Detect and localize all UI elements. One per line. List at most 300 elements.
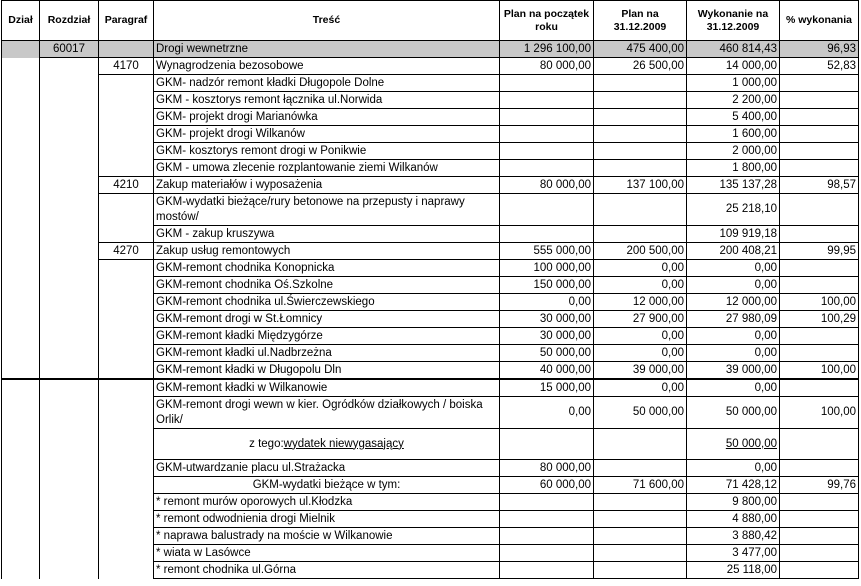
cell-paragraf: [99, 379, 154, 397]
cell-dzial: [2, 545, 40, 562]
cell-plan-end: [594, 41, 687, 58]
cell-rozdzial: [40, 243, 99, 260]
cell-dzial: [2, 494, 40, 511]
cell-tresc: [154, 277, 500, 294]
cell-dzial: [2, 109, 40, 126]
cell-procent: [780, 260, 859, 277]
wykonanie-value: 27 980,09: [725, 312, 777, 325]
underlined-phrase: wydatek niewygasający: [283, 437, 404, 450]
tresc-value: Zakup usług remontowych: [156, 244, 291, 257]
cell-plan-start: [500, 511, 594, 528]
cell-wykonanie: [687, 41, 780, 58]
cell-rozdzial: [40, 126, 99, 143]
tresc-value: GKM- kosztorys remont drogi w Ponikwie: [156, 144, 367, 157]
cell-rozdzial: [40, 345, 99, 362]
cell-wykonanie: [687, 494, 780, 511]
plan_end-value: 39 000,00: [632, 363, 684, 376]
cell-procent: [780, 41, 859, 58]
cell-paragraf: [99, 311, 154, 328]
cell-dzial: [2, 92, 40, 109]
header-plan-end: Plan na 31.12.2009: [594, 1, 687, 41]
plan_end-value: 137 100,00: [626, 178, 684, 191]
table-row: [2, 194, 859, 226]
cell-wykonanie: [687, 160, 780, 177]
plan_end-value: 71 600,00: [632, 478, 684, 491]
cell-tresc: [154, 429, 500, 460]
cell-plan-start: [500, 562, 594, 579]
tresc-value: GKM-remont drogi w St.Łomnicy: [156, 312, 323, 325]
cell-dzial: [2, 260, 40, 277]
cell-plan-start: [500, 528, 594, 545]
cell-dzial: [2, 160, 40, 177]
wykonanie-value: 2 000,00: [732, 144, 777, 157]
tresc-value: * wiata w Lasówce: [156, 546, 251, 559]
plan_start-value: 30 000,00: [539, 312, 591, 325]
wykonanie-value: 14 000,00: [725, 59, 777, 72]
cell-paragraf: [99, 226, 154, 243]
plan_start-value: 150 000,00: [533, 278, 591, 291]
cell-paragraf: [99, 160, 154, 177]
table-row: [2, 328, 859, 345]
cell-plan-end: [594, 545, 687, 562]
wykonanie-value: 25 218,10: [725, 203, 777, 215]
cell-plan-start: [500, 379, 594, 397]
cell-dzial: [2, 328, 40, 345]
cell-tresc: [154, 160, 500, 177]
tresc-value: GKM - umowa zlecenie rozplantowanie ziemi Wilkanów: [156, 161, 438, 174]
cell-wykonanie: [687, 477, 780, 494]
cell-tresc: [154, 397, 500, 429]
cell-dzial: [2, 126, 40, 143]
plan_end-value: 0,00: [661, 261, 684, 274]
cell-paragraf: [99, 92, 154, 109]
cell-wykonanie: [687, 562, 780, 579]
cell-procent: [780, 311, 859, 328]
cell-plan-start: [500, 429, 594, 460]
cell-dzial: [2, 311, 40, 328]
wykonanie-value: 0,00: [754, 261, 777, 274]
cell-plan-start: [500, 143, 594, 160]
cell-dzial: [2, 75, 40, 92]
tresc-value: * remont chodnika ul.Górna: [156, 563, 296, 576]
plan_start-value: 30 000,00: [539, 329, 591, 342]
wykonanie-value: 39 000,00: [725, 363, 777, 376]
wykonanie-value: 25 118,00: [726, 563, 777, 576]
table-row: [2, 75, 859, 92]
cell-paragraf: [99, 177, 154, 194]
cell-wykonanie: [687, 126, 780, 143]
cell-procent: [780, 345, 859, 362]
cell-tresc: [154, 345, 500, 362]
cell-tresc: [154, 379, 500, 397]
cell-wykonanie: [687, 177, 780, 194]
cell-rozdzial: [40, 460, 99, 477]
tresc-value: GKM-remont kładki w Długopolu Dln: [156, 363, 342, 376]
cell-rozdzial: [40, 260, 99, 277]
plan_end-value: 0,00: [661, 329, 684, 342]
cell-plan-start: [500, 92, 594, 109]
cell-plan-end: [594, 177, 687, 194]
tresc-value: Zakup materiałów i wyposażenia: [156, 178, 323, 191]
cell-plan-start: [500, 494, 594, 511]
header-paragraf: Paragraf: [99, 1, 154, 41]
cell-plan-start: [500, 477, 594, 494]
cell-plan-start: [500, 160, 594, 177]
cell-dzial: [2, 277, 40, 294]
table-row: [2, 294, 859, 311]
cell-tresc: [154, 194, 500, 226]
cell-dzial: [2, 194, 40, 226]
table-row: [2, 397, 859, 429]
cell-dzial: [2, 477, 40, 494]
tresc-value: GKM-remont kładki w Wilkanowie: [156, 381, 328, 394]
cell-dzial: [2, 429, 40, 460]
cell-dzial: [2, 511, 40, 528]
table-row: [2, 460, 859, 477]
header-procent: % wykonania: [780, 1, 859, 41]
cell-plan-start: [500, 226, 594, 243]
cell-wykonanie: [687, 345, 780, 362]
cell-tresc: [154, 243, 500, 260]
cell-rozdzial: [40, 545, 99, 562]
cell-paragraf: [99, 109, 154, 126]
procent-value: 52,83: [827, 59, 856, 72]
table-row: [2, 143, 859, 160]
cell-rozdzial: [40, 528, 99, 545]
plan_end-value: 0,00: [661, 381, 684, 394]
plan_start-value: 40 000,00: [539, 363, 591, 376]
cell-paragraf: [99, 126, 154, 143]
cell-rozdzial: [40, 177, 99, 194]
cell-tresc: [154, 562, 500, 579]
tresc-value: GKM-wydatki bieżące/rury betonowe na przepusty i naprawy mostów/: [156, 195, 465, 223]
cell-procent: [780, 562, 859, 579]
cell-tresc: [154, 477, 500, 494]
plan_end-value: 50 000,00: [632, 406, 684, 418]
cell-wykonanie: [687, 143, 780, 160]
cell-tresc: [154, 41, 500, 58]
table-row: [2, 243, 859, 260]
cell-wykonanie: [687, 75, 780, 92]
cell-plan-end: [594, 379, 687, 397]
cell-rozdzial: [40, 511, 99, 528]
cell-wykonanie: [687, 109, 780, 126]
cell-plan-end: [594, 528, 687, 545]
cell-procent: [780, 177, 859, 194]
cell-wykonanie: [687, 243, 780, 260]
cell-wykonanie: [687, 528, 780, 545]
cell-plan-start: [500, 41, 594, 58]
tresc-value: GKM-remont chodnika ul.Świerczewskiego: [156, 295, 375, 308]
cell-tresc: [154, 126, 500, 143]
cell-rozdzial: [40, 277, 99, 294]
cell-rozdzial: [40, 109, 99, 126]
cell-plan-start: [500, 277, 594, 294]
wykonanie-value: 2 200,00: [732, 93, 777, 106]
cell-wykonanie: [687, 429, 780, 460]
cell-procent: [780, 58, 859, 75]
cell-plan-start: [500, 460, 594, 477]
table-row: [2, 494, 859, 511]
plan_start-value: 555 000,00: [533, 244, 591, 257]
cell-procent: [780, 75, 859, 92]
cell-rozdzial: [40, 397, 99, 429]
procent-value: 100,00: [820, 406, 856, 418]
cell-paragraf: [99, 294, 154, 311]
cell-plan-end: [594, 194, 687, 226]
table-row: [2, 177, 859, 194]
cell-procent: [780, 277, 859, 294]
tresc-value: GKM- projekt drogi Marianówka: [156, 110, 318, 123]
table-row: [2, 41, 859, 58]
cell-procent: [780, 545, 859, 562]
cell-rozdzial: [40, 562, 99, 579]
table-row: [2, 311, 859, 328]
cell-dzial: [2, 397, 40, 429]
tresc-value: z tego:wydatek niewygasający: [249, 437, 404, 450]
table-row: [2, 477, 859, 494]
procent-value: 99,76: [827, 478, 856, 491]
procent-value: 98,57: [827, 178, 856, 191]
plan_start-value: 50 000,00: [539, 346, 591, 359]
cell-plan-end: [594, 311, 687, 328]
cell-tresc: [154, 58, 500, 75]
cell-paragraf: [99, 528, 154, 545]
wykonanie-value: 0,00: [754, 346, 777, 359]
cell-plan-start: [500, 397, 594, 429]
cell-wykonanie: [687, 328, 780, 345]
cell-plan-start: [500, 58, 594, 75]
tresc-value: GKM-remont chodnika Konopnicka: [156, 261, 335, 274]
cell-wykonanie: [687, 397, 780, 429]
wykonanie-value: 9 800,00: [732, 495, 777, 508]
table-row: [2, 345, 859, 362]
cell-plan-end: [594, 160, 687, 177]
cell-procent: [780, 477, 859, 494]
table-row: [2, 160, 859, 177]
cell-rozdzial: [40, 362, 99, 380]
rozdzial-value: 60017: [53, 42, 85, 55]
cell-paragraf: [99, 397, 154, 429]
cell-plan-end: [594, 243, 687, 260]
cell-procent: [780, 328, 859, 345]
cell-dzial: [2, 379, 40, 397]
tresc-value: GKM-remont chodnika Oś.Szkolne: [156, 278, 334, 291]
cell-procent: [780, 126, 859, 143]
cell-paragraf: [99, 511, 154, 528]
cell-paragraf: [99, 243, 154, 260]
cell-procent: [780, 429, 859, 460]
wykonanie-value: 1 000,00: [732, 76, 777, 89]
cell-plan-start: [500, 362, 594, 380]
cell-paragraf: [99, 494, 154, 511]
header-wykonanie: Wykonanie na 31.12.2009: [687, 1, 780, 41]
cell-plan-end: [594, 75, 687, 92]
cell-rozdzial: [40, 311, 99, 328]
cell-tresc: [154, 177, 500, 194]
wykonanie-value: 0,00: [754, 461, 777, 474]
plan_start-value: 0,00: [568, 406, 591, 418]
wykonanie-value: 0,00: [754, 381, 777, 394]
cell-wykonanie: [687, 379, 780, 397]
cell-plan-end: [594, 294, 687, 311]
wykonanie-value: 460 814,43: [719, 42, 777, 55]
cell-paragraf: [99, 362, 154, 380]
cell-procent: [780, 362, 859, 380]
cell-paragraf: [99, 477, 154, 494]
wykonanie-value: 135 137,28: [719, 178, 777, 191]
cell-tresc: [154, 311, 500, 328]
cell-tresc: [154, 260, 500, 277]
cell-procent: [780, 194, 859, 226]
cell-plan-end: [594, 494, 687, 511]
cell-plan-start: [500, 177, 594, 194]
plan_start-value: 0,00: [568, 295, 591, 308]
cell-dzial: [2, 58, 40, 75]
cell-plan-start: [500, 294, 594, 311]
cell-wykonanie: [687, 545, 780, 562]
header-plan-start: Plan na początek roku: [500, 1, 594, 41]
plan_end-value: 200 500,00: [626, 244, 684, 257]
cell-paragraf: [99, 429, 154, 460]
table-row: [2, 511, 859, 528]
cell-wykonanie: [687, 277, 780, 294]
cell-rozdzial: [40, 379, 99, 397]
wykonanie-value: 12 000,00: [725, 295, 777, 308]
header-tresc: Treść: [154, 1, 500, 41]
plan_start-value: 80 000,00: [539, 59, 591, 72]
plan_start-value: 100 000,00: [533, 261, 591, 274]
wykonanie-value: 1 600,00: [732, 127, 777, 140]
cell-wykonanie: [687, 226, 780, 243]
cell-paragraf: [99, 545, 154, 562]
cell-rozdzial: [40, 429, 99, 460]
cell-plan-end: [594, 143, 687, 160]
tresc-value: GKM- projekt drogi Wilkanów: [156, 127, 305, 140]
cell-tresc: [154, 109, 500, 126]
paragraf-value: 4170: [113, 59, 139, 72]
tresc-value: GKM-remont drogi wewn w kier. Ogródków działkowych / boiska Orlik/: [156, 398, 483, 426]
table-row: [2, 562, 859, 579]
cell-plan-start: [500, 109, 594, 126]
procent-value: 100,00: [820, 363, 856, 376]
cell-wykonanie: [687, 311, 780, 328]
plan_end-value: 475 400,00: [626, 42, 684, 55]
wykonanie-value: 4 880,00: [732, 512, 777, 525]
cell-plan-end: [594, 260, 687, 277]
cell-tresc: [154, 460, 500, 477]
cell-paragraf: [99, 75, 154, 92]
cell-rozdzial: [40, 75, 99, 92]
cell-plan-start: [500, 545, 594, 562]
tresc-value: GKM-utwardzanie placu ul.Strażacka: [156, 461, 346, 474]
cell-tresc: [154, 226, 500, 243]
table-body: [2, 41, 859, 579]
cell-tresc: [154, 294, 500, 311]
cell-wykonanie: [687, 294, 780, 311]
plan_start-value: 80 000,00: [539, 461, 591, 474]
cell-plan-start: [500, 126, 594, 143]
cell-rozdzial: [40, 160, 99, 177]
plan_start-value: 1 296 100,00: [523, 42, 591, 55]
cell-plan-end: [594, 460, 687, 477]
cell-procent: [780, 528, 859, 545]
table-row: [2, 226, 859, 243]
cell-tresc: [154, 511, 500, 528]
cell-rozdzial: [40, 58, 99, 75]
cell-procent: [780, 143, 859, 160]
cell-tresc: [154, 545, 500, 562]
cell-plan-start: [500, 243, 594, 260]
tresc-value: GKM - zakup kruszywa: [156, 227, 275, 240]
paragraf-value: 4210: [113, 178, 139, 191]
cell-dzial: [2, 528, 40, 545]
cell-paragraf: [99, 260, 154, 277]
cell-rozdzial: [40, 194, 99, 226]
cell-plan-start: [500, 311, 594, 328]
cell-tresc: [154, 143, 500, 160]
table-row: [2, 109, 859, 126]
cell-paragraf: [99, 460, 154, 477]
wykonanie-value: 71 428,12: [725, 478, 777, 491]
cell-paragraf: [99, 58, 154, 75]
cell-paragraf: [99, 328, 154, 345]
table-row: [2, 528, 859, 545]
cell-tresc: [154, 75, 500, 92]
plan_end-value: 12 000,00: [632, 295, 684, 308]
tresc-value: * remont murów oporowych ul.Kłodzka: [156, 495, 353, 508]
cell-plan-end: [594, 562, 687, 579]
plan_end-value: 26 500,00: [632, 59, 684, 72]
budget-table: [1, 0, 859, 579]
plan_end-value: 0,00: [661, 278, 684, 291]
table-row: [2, 277, 859, 294]
cell-plan-end: [594, 511, 687, 528]
header-dzial: Dział: [2, 1, 40, 41]
cell-dzial: [2, 294, 40, 311]
cell-plan-start: [500, 194, 594, 226]
cell-dzial: [2, 41, 40, 58]
cell-plan-end: [594, 477, 687, 494]
cell-procent: [780, 511, 859, 528]
cell-plan-end: [594, 328, 687, 345]
cell-procent: [780, 294, 859, 311]
table-row: [2, 58, 859, 75]
cell-plan-end: [594, 58, 687, 75]
table-row: [2, 429, 859, 460]
cell-tresc: [154, 362, 500, 380]
cell-dzial: [2, 143, 40, 160]
cell-procent: [780, 109, 859, 126]
cell-paragraf: [99, 277, 154, 294]
cell-wykonanie: [687, 362, 780, 380]
cell-tresc: [154, 328, 500, 345]
paragraf-value: 4270: [113, 244, 139, 257]
cell-dzial: [2, 243, 40, 260]
cell-paragraf: [99, 143, 154, 160]
cell-rozdzial: [40, 41, 99, 58]
cell-procent: [780, 92, 859, 109]
cell-dzial: [2, 362, 40, 380]
cell-dzial: [2, 562, 40, 579]
cell-rozdzial: [40, 143, 99, 160]
procent-value: 100,29: [820, 312, 856, 325]
wykonanie-value: 0,00: [754, 329, 777, 342]
wykonanie-value: 3 880,42: [732, 529, 777, 542]
table-row: [2, 362, 859, 380]
cell-rozdzial: [40, 92, 99, 109]
cell-plan-end: [594, 362, 687, 380]
